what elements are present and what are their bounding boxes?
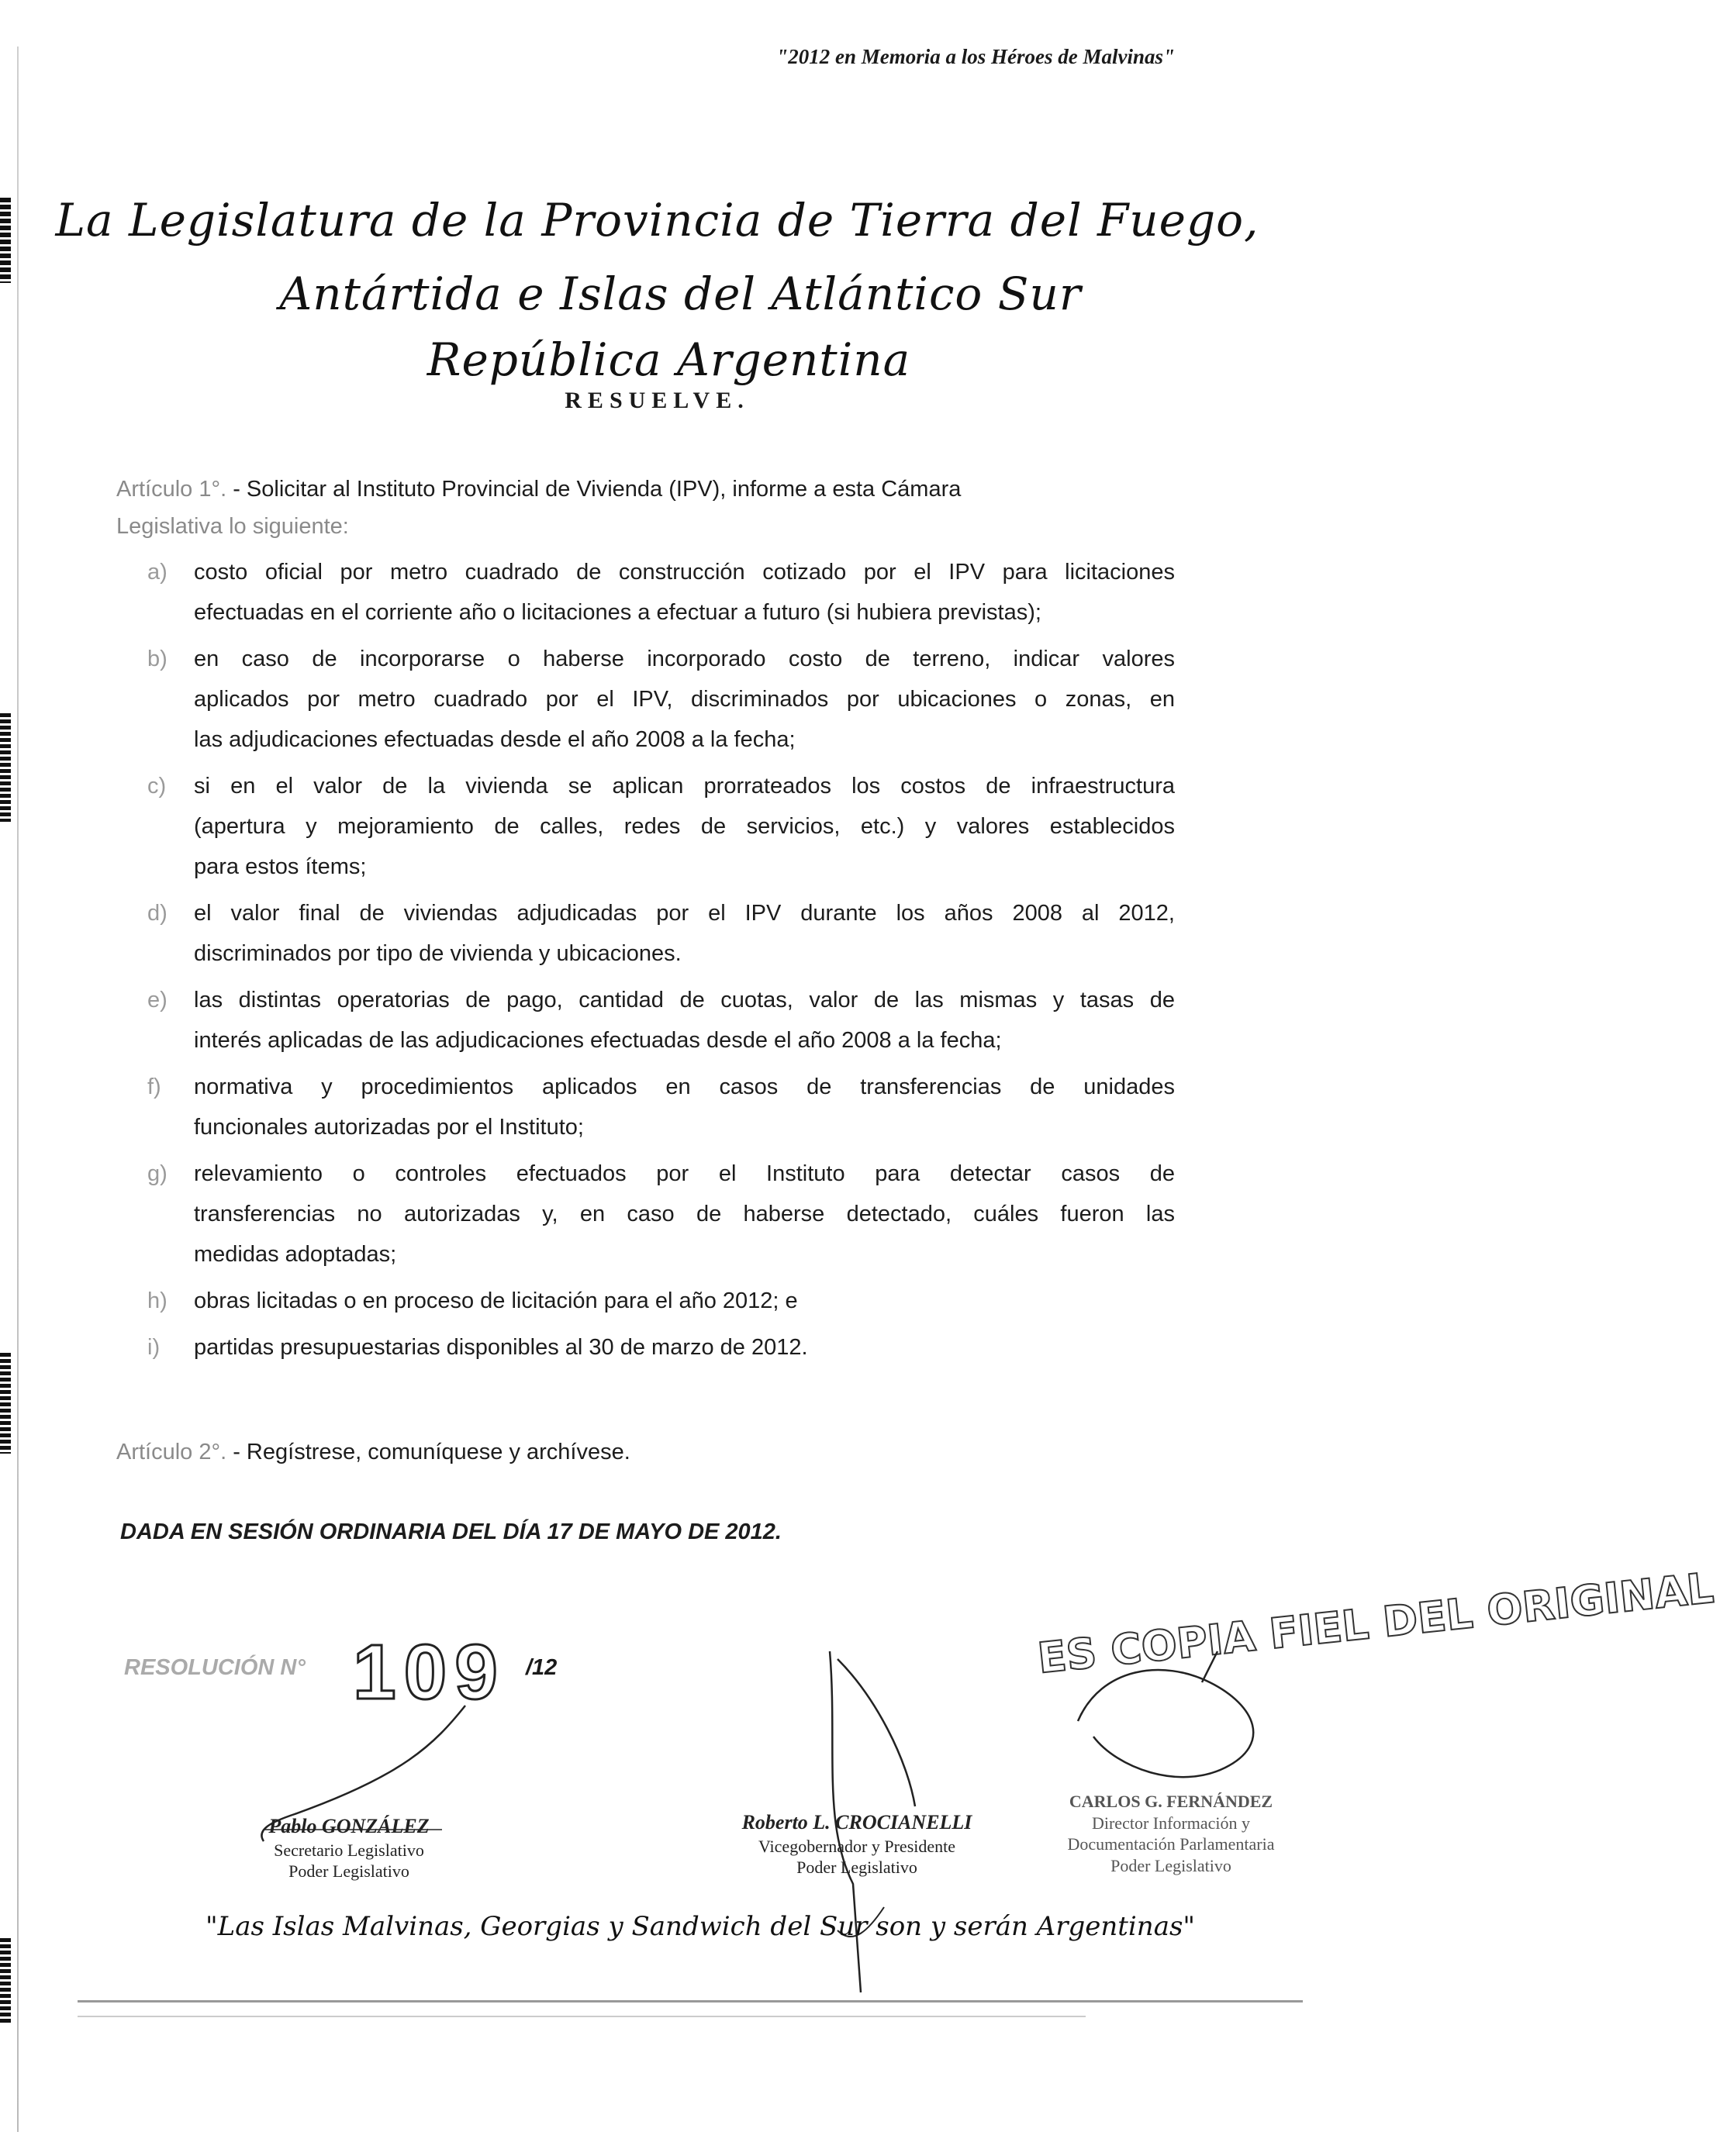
right-signatory-department: Documentación Parlamentaria [1067,1834,1275,1854]
item-text-line: interés aplicadas de las adjudicaciones efectuadas desde el año 2008 a la fecha; [194,1028,1002,1053]
item-text-line: costo oficial por metro cuadrado de construcción cotizado por el IPV para licitaciones [194,560,1175,585]
item-text-line: transferencias no autorizadas y, en caso de haberse detectado, cuáles fueron las [194,1202,1175,1226]
item-text-line: las distintas operatorias de pago, cantidad de cuotas, valor de las mismas y tasas de [194,988,1175,1012]
center-signatory-role: Vicegobernador y Presidente [758,1836,956,1856]
left-signatory-role: Secretario Legislativo [274,1840,424,1860]
article-2-paragraph [116,1440,630,1465]
item-marker: a) [147,560,168,585]
heading-legislatura: La Legislatura de la Provincia de Tierra del Fuego, [55,194,1259,247]
item-text-line: si en el valor de la vivienda se aplican prorrateados los costos de infraestructura [194,774,1175,799]
item-text-line: el valor final de viviendas adjudicadas por el IPV durante los años 2008 al 2012, [194,901,1175,926]
right-signatory [1043,1791,1299,1876]
right-signatory-branch: Poder Legislativo [1110,1855,1231,1875]
resolution-number: 109 [353,1629,506,1716]
item-marker: g) [147,1161,168,1186]
scan-bottom-line [78,2016,1086,2017]
center-signatory [729,1810,985,1878]
item-marker: i) [147,1335,161,1360]
scan-bottom-line [78,2000,1303,2002]
copy-stamp: ES COPIA FIEL DEL ORIGINAL [1035,1563,1716,1683]
heading-republica: República Argentina [427,333,911,386]
item-marker: c) [147,774,167,799]
left-signatory-name: Pablo GONZÁLEZ [268,1815,430,1837]
center-signatory-name: Roberto L. CROCIANELLI [741,1811,972,1833]
item-text-line: (apertura y mejoramiento de calles, redes de servicios, etc.) y valores establecidos [194,814,1175,839]
item-text-line: obras licitadas o en proceso de licitación para el año 2012; e [194,1288,798,1313]
article-2-text: - Regístrese, comuníquese y archívese. [233,1440,630,1464]
article-1-text-line-2: Legislativa lo siguiente: [116,514,349,539]
item-text-line: funcionales autorizadas por el Instituto; [194,1115,584,1140]
item-marker: b) [147,647,168,671]
resolution-year: /12 [526,1655,558,1680]
item-text-line: normativa y procedimientos aplicados en casos de transferencias de unidades [194,1075,1175,1099]
resolution-label: RESOLUCIÓN N° [124,1655,306,1680]
malvinas-motto: "Las Islas Malvinas, Georgias y Sandwich del Sur son y serán Argentinas" [206,1911,1196,1942]
scan-mark [0,713,11,822]
item-text-line: para estos ítems; [194,854,367,879]
scan-mark [0,1938,11,2023]
scan-mark [0,1353,11,1454]
session-date-line: DADA EN SESIÓN ORDINARIA DEL DÍA 17 DE MAYO DE 2012. [120,1520,782,1544]
item-marker: d) [147,901,168,926]
item-text-line: discriminados por tipo de vivienda y ubicaciones. [194,941,682,966]
year-motto: "2012 en Memoria a los Héroes de Malvinas" [776,45,1175,68]
resuelve-heading: RESUELVE. [565,388,750,413]
item-text-line: medidas adoptadas; [194,1242,397,1267]
item-text-line: efectuadas en el corriente año o licitaciones a efectuar a futuro (si hubiera previstas); [194,600,1041,625]
item-marker: f) [147,1075,161,1099]
left-signatory [233,1814,465,1882]
left-signatory-branch: Poder Legislativo [288,1861,409,1881]
item-text-line: en caso de incorporarse o haberse incorporado costo de terreno, indicar valores [194,647,1175,671]
item-marker: e) [147,988,168,1012]
item-text-line: las adjudicaciones efectuadas desde el año 2008 a la fecha; [194,727,796,752]
article-1-text-line-1: - Solicitar al Instituto Provincial de Vivienda (IPV), informe a esta Cámara [233,477,962,502]
item-text-line: relevamiento o controles efectuados por el Instituto para detectar casos de [194,1161,1175,1186]
item-marker: h) [147,1288,168,1313]
right-signature-scribble [1070,1651,1287,1791]
item-text-line: partidas presupuestarias disponibles al 30 de marzo de 2012. [194,1335,808,1360]
right-signatory-name: CARLOS G. FERNÁNDEZ [1069,1792,1273,1811]
item-text-line: aplicados por metro cuadrado por el IPV, discriminados por ubicaciones o zonas, en [194,687,1175,712]
article-1-paragraph [116,477,1179,502]
article-2-marker: Artículo 2°. [116,1440,227,1464]
article-1-marker: Artículo 1°. [116,477,227,502]
center-signatory-branch: Poder Legislativo [796,1858,917,1877]
heading-antartida: Antártida e Islas del Atlántico Sur [279,267,1082,320]
right-signatory-role: Director Información y [1091,1813,1251,1833]
